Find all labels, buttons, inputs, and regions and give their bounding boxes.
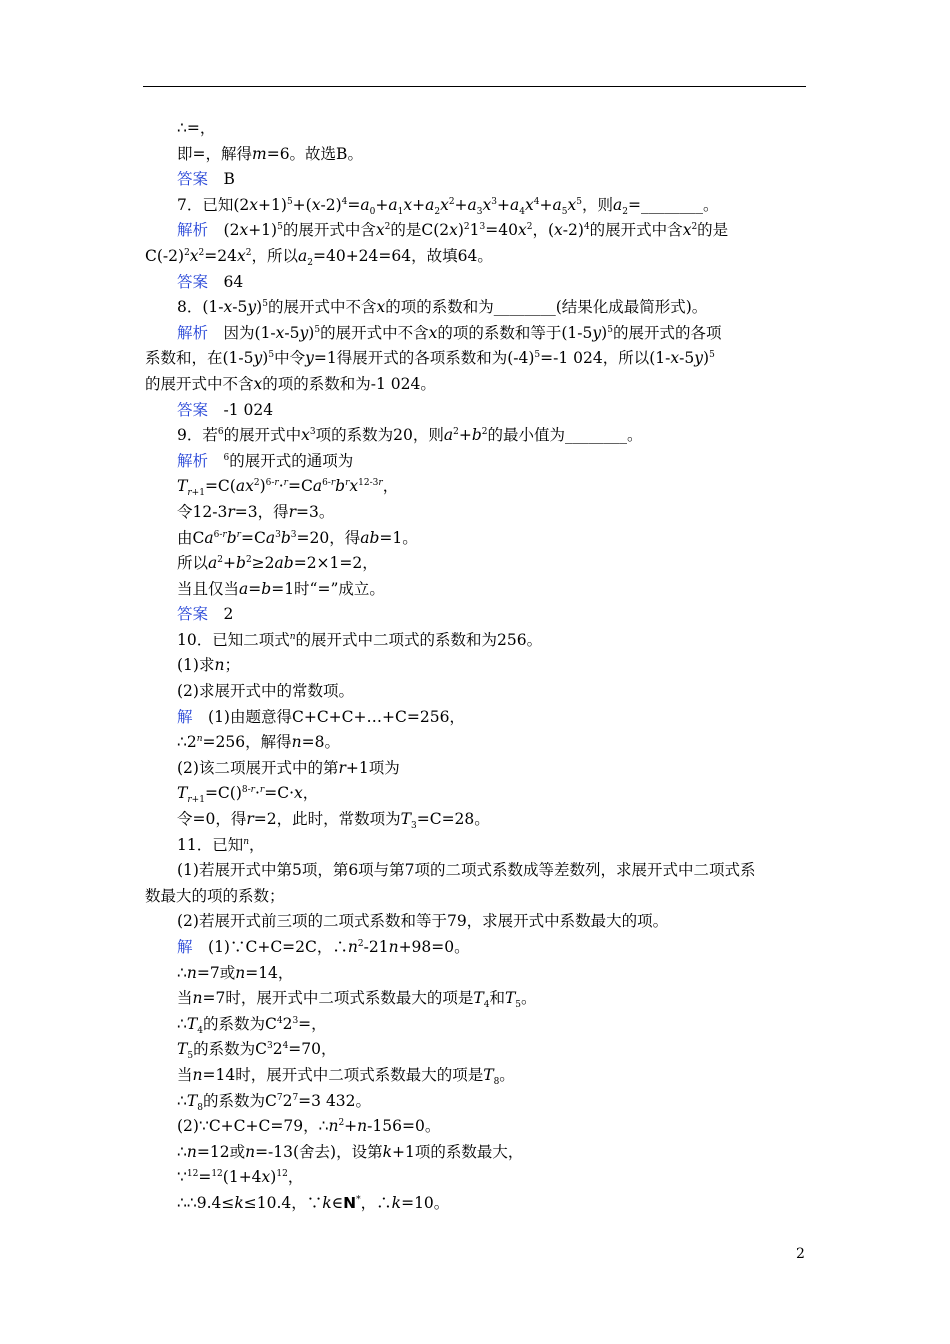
solution-label: 解	[177, 707, 193, 726]
text-line: $\therefore T_8$的系数为$C^72^7=3$ 432。	[177, 1091, 372, 1113]
question-7: 7．已知$(2x+1)^5+(x-2)^4=a_0+a_1x+a_2x^2+a_3x^3+a_4x^4+a_5x^5$，则$a_2=\_\_\_\_\_\_\_\_$。	[177, 195, 719, 217]
document-body	[145, 116, 810, 1217]
text-line: ∴=，	[177, 119, 216, 137]
question-11: 11．已知$^n$，	[177, 835, 265, 854]
text-line: (2)∵C+C+C=79，$\therefore n^2+n-156=0$。	[177, 1117, 441, 1136]
text-line: 的展开式中不含x的项的系数和为-1 024。	[145, 374, 436, 393]
text-line: $T_{r+1}=C()^{8-r}\cdot^r=C\cdot x$，	[177, 784, 319, 806]
text-line: 数最大的项的系数；	[145, 886, 285, 905]
analysis-label: 解析	[177, 221, 209, 240]
text-line: 即=，解得m=6。故选B。	[177, 144, 363, 163]
text-line: 当且仅当a=b=1时“=”成立。	[177, 579, 385, 598]
answer-label: 答案	[177, 400, 209, 419]
answer-line: 答案 B	[177, 170, 235, 189]
text-line: 当n=14时，展开式中二项式系数最大的项是$T_8$。	[177, 1065, 515, 1088]
answer-line: 答案 -1 024	[177, 400, 274, 419]
text-line: 系数和，在$(1-5y)^5$中令y=1得展开式的各项系数和为$(-4)^5=-1$ 024，所以$(1-x-5y)^5$	[145, 349, 715, 368]
text-line: (1)求n；	[177, 656, 240, 675]
solution-line: 解 (1)由题意得C+C+C+…+C=256，	[177, 707, 465, 726]
answer-label: 答案	[177, 605, 209, 624]
text-line: $\because^{12}=^{12}(1+4x)^{12}$，	[177, 1168, 304, 1187]
text-line: ∴∴9.4≤k≤10.4，∵k∈N*，∴k=10。	[177, 1193, 450, 1212]
text-line: $\therefore T_4$的系数为$C^42^3=$，	[177, 1014, 327, 1036]
text-line: ∴n=12或n=-13(舍去)，设第k+1项的系数最大，	[177, 1142, 524, 1161]
text-line: 所以$a^2+b^2\ge 2ab=2\times 1=2$，	[177, 554, 378, 573]
question-9: 9．若$^6$的展开式中$x^3$项的系数为20，则$a^2+b^2$的最小值为________。	[177, 426, 643, 445]
text-line: 当n=7时，展开式中二项式系数最大的项是$T_4$和$T_5$。	[177, 989, 537, 1011]
answer-label: 答案	[177, 170, 209, 189]
answer-line: 答案 64	[177, 272, 244, 291]
answer-label: 答案	[177, 272, 209, 291]
text-line: (2)该二项展开式中的第r+1项为	[177, 758, 400, 777]
text-line: (2)若展开式前三项的二项式系数和等于79，求展开式中系数最大的项。	[177, 912, 669, 931]
text-line: $T_5$的系数为$C^32^4=70$，	[177, 1040, 337, 1062]
text-line: (1)若展开式中第5项，第6项与第7项的二项式系数成等差数列，求展开式中二项式系	[177, 861, 756, 880]
text-line: $\therefore 2^n=256$，解得n=8。	[177, 733, 340, 752]
text-line: $C(-2)^2x^2=24x^2$，所以$a_2=40+24=64$，故填64。	[145, 246, 493, 269]
text-line: ∴n=7或n=14，	[177, 963, 294, 982]
question-8: 8．$(1-x-5y)^5$的展开式中不含x的项的系数和为________(结果化成最简形式)。	[177, 298, 708, 317]
page-number: 2	[796, 1246, 805, 1262]
analysis-label: 解析	[177, 323, 209, 342]
answer-line: 答案 2	[177, 605, 234, 624]
analysis-label: 解析	[177, 451, 209, 470]
text-line: 令=0，得r=2，此时，常数项为$T_3=C=28$。	[177, 810, 490, 832]
analysis-line: 解析 $(2x+1)^5$的展开式中含$x^2$的是$C(2x)^21^3=40x^2$，$(x-2)^4$的展开式中含$x^2$的是	[177, 221, 729, 240]
question-10: 10．已知二项式$^n$的展开式中二项式的系数和为256。	[177, 630, 543, 649]
header-rule	[143, 86, 806, 87]
text-line: 令12-3r=3，得r=3。	[177, 502, 335, 521]
analysis-line: 解析 $^6$的展开式的通项为	[177, 451, 354, 470]
text-line: (2)求展开式中的常数项。	[177, 682, 354, 701]
text-line: $T_{r+1}=C(ax^2)^{6-r}\cdot^r=Ca^{6-r}b^rx^{12-3r}$，	[177, 477, 399, 499]
text-line: 由$Ca^{6-r}b^r=Ca^3b^3=20$，得ab=1。	[177, 528, 418, 547]
solution-label: 解	[177, 938, 193, 956]
solution-line: 解 (1)∵C+C=2C，$\therefore n^2-21n+98=0$。	[177, 938, 470, 956]
analysis-line: 解析 因为$(1-x-5y)^5$的展开式中不含x的项的系数和等于$(1-5y)^5$的展开式的各项	[177, 323, 722, 342]
